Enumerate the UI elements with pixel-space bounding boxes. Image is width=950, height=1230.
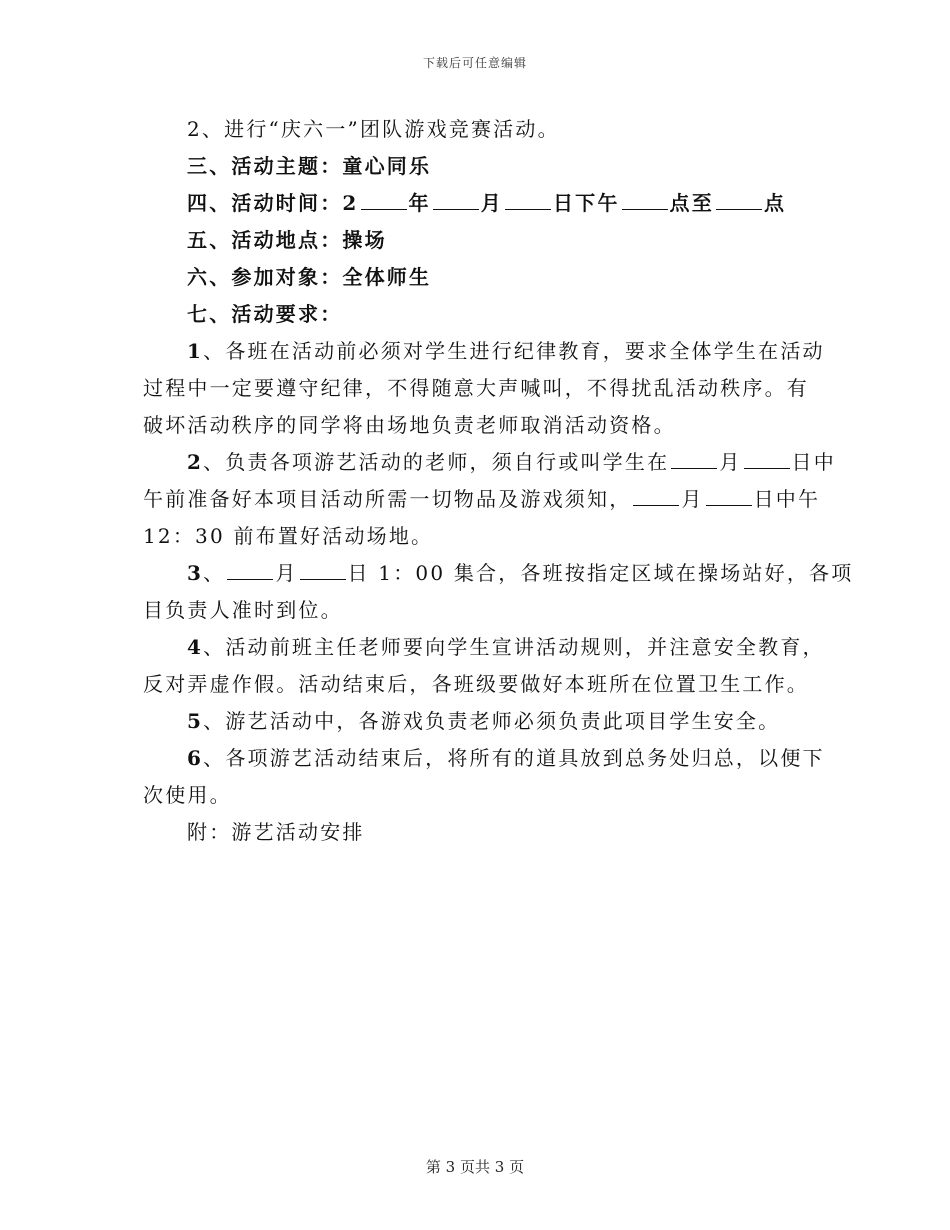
requirement-1-line-3: 破坏活动秩序的同学将由场地负责老师取消活动资格。 bbox=[143, 413, 676, 437]
requirement-2-month-2: 月 bbox=[681, 487, 704, 511]
paragraph-activity-2: 2、进行“庆六一”团队游戏竞赛活动。 bbox=[187, 117, 560, 141]
blank-gather-day bbox=[300, 561, 346, 580]
blank-setup-day bbox=[706, 487, 752, 506]
requirement-3-number: 3 bbox=[187, 561, 204, 585]
requirement-2-day: 日中 bbox=[791, 450, 836, 474]
time-label: 四、活动时间：2 bbox=[187, 191, 359, 215]
blank-year bbox=[361, 191, 407, 210]
time-to: 点至 bbox=[669, 191, 714, 215]
requirement-2-day-2: 日中午 bbox=[753, 487, 821, 511]
appendix-note: 附：游艺活动安排 bbox=[187, 820, 365, 844]
requirement-6-number: 6 bbox=[187, 746, 204, 770]
blank-setup-month bbox=[633, 487, 679, 506]
paragraph-participants: 六、参加对象：全体师生 bbox=[187, 265, 432, 289]
blank-day bbox=[505, 191, 551, 210]
requirement-3-text-a: 、 bbox=[203, 561, 226, 585]
requirement-3-line-1 bbox=[143, 555, 854, 592]
requirement-2-line-3: 12：30 前布置好活动场地。 bbox=[143, 524, 434, 548]
requirement-1-line-1 bbox=[143, 333, 825, 370]
requirement-6-line-1 bbox=[143, 740, 825, 777]
requirement-3-line-2: 目负责人准时到位。 bbox=[143, 598, 343, 622]
requirement-2-number: 2 bbox=[187, 450, 204, 474]
requirement-3-month: 月 bbox=[275, 561, 298, 585]
document-body bbox=[143, 111, 854, 851]
requirement-3-text-b: 日 1：00 集合，各班按指定区域在操场站好，各项 bbox=[347, 561, 854, 585]
requirement-5-text: 、游艺活动中，各游戏负责老师必须负责此项目学生安全。 bbox=[203, 709, 781, 733]
requirement-2-text-b: 午前准备好本项目活动所需一切物品及游戏须知， bbox=[143, 487, 632, 511]
requirement-2-line-1 bbox=[143, 444, 836, 481]
blank-prep-day bbox=[744, 450, 790, 469]
requirement-1-number: 1 bbox=[187, 339, 204, 363]
page-header: 下载后可任意编辑 bbox=[422, 56, 527, 70]
time-year-unit: 年 bbox=[408, 191, 431, 215]
requirement-2-text-a: 、负责各项游艺活动的老师，须自行或叫学生在 bbox=[203, 450, 670, 474]
requirement-2-month: 月 bbox=[719, 450, 742, 474]
requirement-2-line-2 bbox=[143, 481, 821, 518]
paragraph-theme: 三、活动主题：童心同乐 bbox=[187, 154, 432, 178]
requirement-6-text: 、各项游艺活动结束后，将所有的道具放到总务处归总，以便下 bbox=[203, 746, 825, 770]
paragraph-time bbox=[143, 185, 811, 222]
requirement-4-line-1 bbox=[143, 629, 825, 666]
requirement-4-number: 4 bbox=[187, 635, 204, 659]
requirement-5-number: 5 bbox=[187, 709, 204, 733]
time-hour-unit: 点 bbox=[763, 191, 787, 215]
requirement-5 bbox=[143, 703, 811, 740]
paragraph-requirements-heading: 七、活动要求： bbox=[187, 302, 343, 326]
requirement-6-line-2: 次使用。 bbox=[143, 783, 232, 807]
page-footer: 第 3 页共 3 页 bbox=[425, 1158, 525, 1176]
requirement-1-text: 、各班在活动前必须对学生进行纪律教育，要求全体学生在活动 bbox=[203, 339, 825, 363]
requirement-4-line-2: 反对弄虚作假。活动结束后，各班级要做好本班所在位置卫生工作。 bbox=[143, 672, 809, 696]
requirement-4-text: 、活动前班主任老师要向学生宣讲活动规则，并注意安全教育， bbox=[203, 635, 825, 659]
blank-start-hour bbox=[622, 191, 668, 210]
blank-end-hour bbox=[716, 191, 762, 210]
blank-gather-month bbox=[227, 561, 273, 580]
time-day-unit: 日下午 bbox=[552, 191, 620, 215]
blank-month bbox=[433, 191, 479, 210]
requirement-1-line-2: 过程中一定要遵守纪律，不得随意大声喊叫，不得扰乱活动秩序。有 bbox=[143, 376, 809, 400]
time-month-unit: 月 bbox=[480, 191, 503, 215]
paragraph-location: 五、活动地点：操场 bbox=[187, 228, 387, 252]
blank-prep-month bbox=[671, 450, 717, 469]
